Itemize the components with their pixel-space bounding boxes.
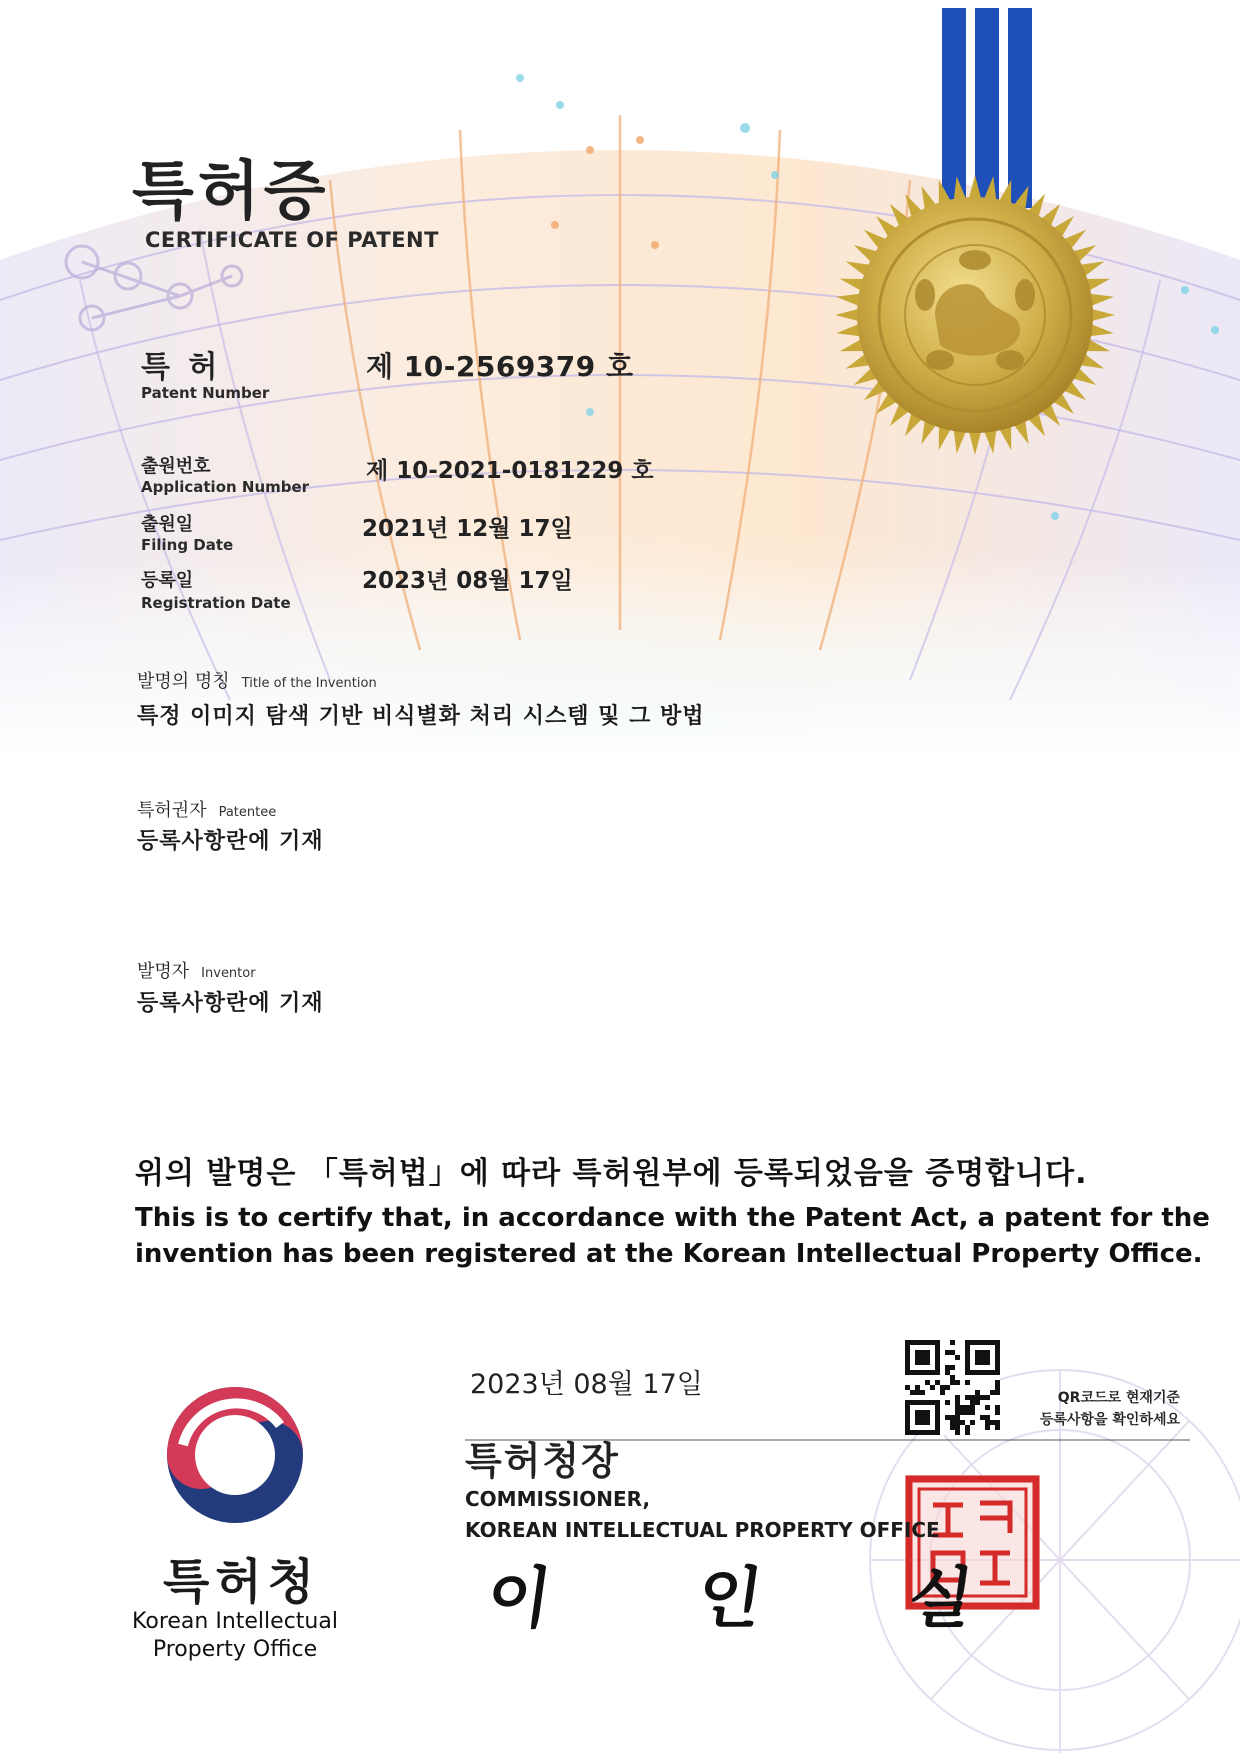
certification-statement-ko: 위의 발명은 「특허법」에 따라 특허원부에 등록되었음을 증명합니다. [135, 1156, 1088, 1191]
certificate-title-ko: 특허증 [132, 155, 330, 229]
inventor-label-ko: 발명자 [137, 961, 190, 982]
certification-line-1: This is to certify that, in accordance with the Patent Act, a patent for the [135, 1203, 1210, 1233]
kipo-emblem-icon [167, 1387, 303, 1523]
office-name-en [120, 1608, 350, 1664]
patent-number-label-en: Patent Number [141, 384, 270, 402]
qr-caption [1010, 1387, 1180, 1431]
registration-date-label-en: Registration Date [141, 594, 291, 612]
commissioner-title-ko: 특허청장 [465, 1439, 620, 1483]
filing-date-label-en: Filing Date [141, 536, 234, 554]
commissioner-line-2: KOREAN INTELLECTUAL PROPERTY OFFICE [465, 1518, 940, 1542]
invention-title-value: 특정 이미지 탐색 기반 비식별화 처리 시스템 및 그 방법 [137, 704, 705, 729]
filing-date-label-ko: 출원일 [141, 514, 194, 535]
patentee-label-en: Patentee [218, 805, 277, 820]
registration-date-value: 2023년 08월 17일 [362, 568, 573, 594]
inventor-label [137, 957, 256, 983]
commissioner-title-en [465, 1484, 940, 1546]
office-name-ko: 특허청 [163, 1554, 321, 1610]
invention-title-label [137, 667, 377, 693]
invention-title-label-en: Title of the Invention [241, 676, 377, 691]
filing-date-value: 2021년 12월 17일 [362, 516, 573, 542]
commissioner-signature: 이 인 실 [481, 1559, 1040, 1637]
invention-title-label-ko: 발명의 명칭 [137, 671, 230, 692]
patent-number-value: 제 10-2569379 호 [366, 350, 634, 383]
patentee-label [137, 796, 276, 822]
inventor-label-en: Inventor [201, 966, 256, 981]
issue-date: 2023년 08월 17일 [470, 1369, 703, 1400]
patentee-label-ko: 특허권자 [137, 800, 207, 821]
commissioner-line-1: COMMISSIONER, [465, 1487, 651, 1511]
application-number-label-ko: 출원번호 [141, 456, 211, 477]
qr-caption-line-2: 등록사항을 확인하세요 [1039, 1412, 1180, 1428]
gold-seal [835, 175, 1115, 455]
patent-number-label-ko: 특 허 [141, 350, 222, 385]
office-name-en-line-1: Korean Intellectual [132, 1609, 338, 1634]
patentee-value: 등록사항란에 기재 [137, 829, 324, 854]
application-number-value: 제 10-2021-0181229 호 [366, 458, 654, 484]
office-name-en-line-2: Property Office [152, 1637, 318, 1662]
inventor-value: 등록사항란에 기재 [137, 991, 324, 1016]
certification-statement-en [135, 1200, 1210, 1272]
registration-date-label-ko: 등록일 [141, 570, 194, 591]
qr-code [905, 1340, 1000, 1435]
qr-caption-line-1: QR코드로 현재기준 [1057, 1390, 1180, 1406]
certification-line-2: invention has been registered at the Korean Intellectual Property Office. [135, 1239, 1203, 1269]
application-number-label-en: Application Number [141, 478, 310, 496]
ribbon [942, 8, 1032, 208]
certificate-title-en: CERTIFICATE OF PATENT [145, 228, 439, 252]
